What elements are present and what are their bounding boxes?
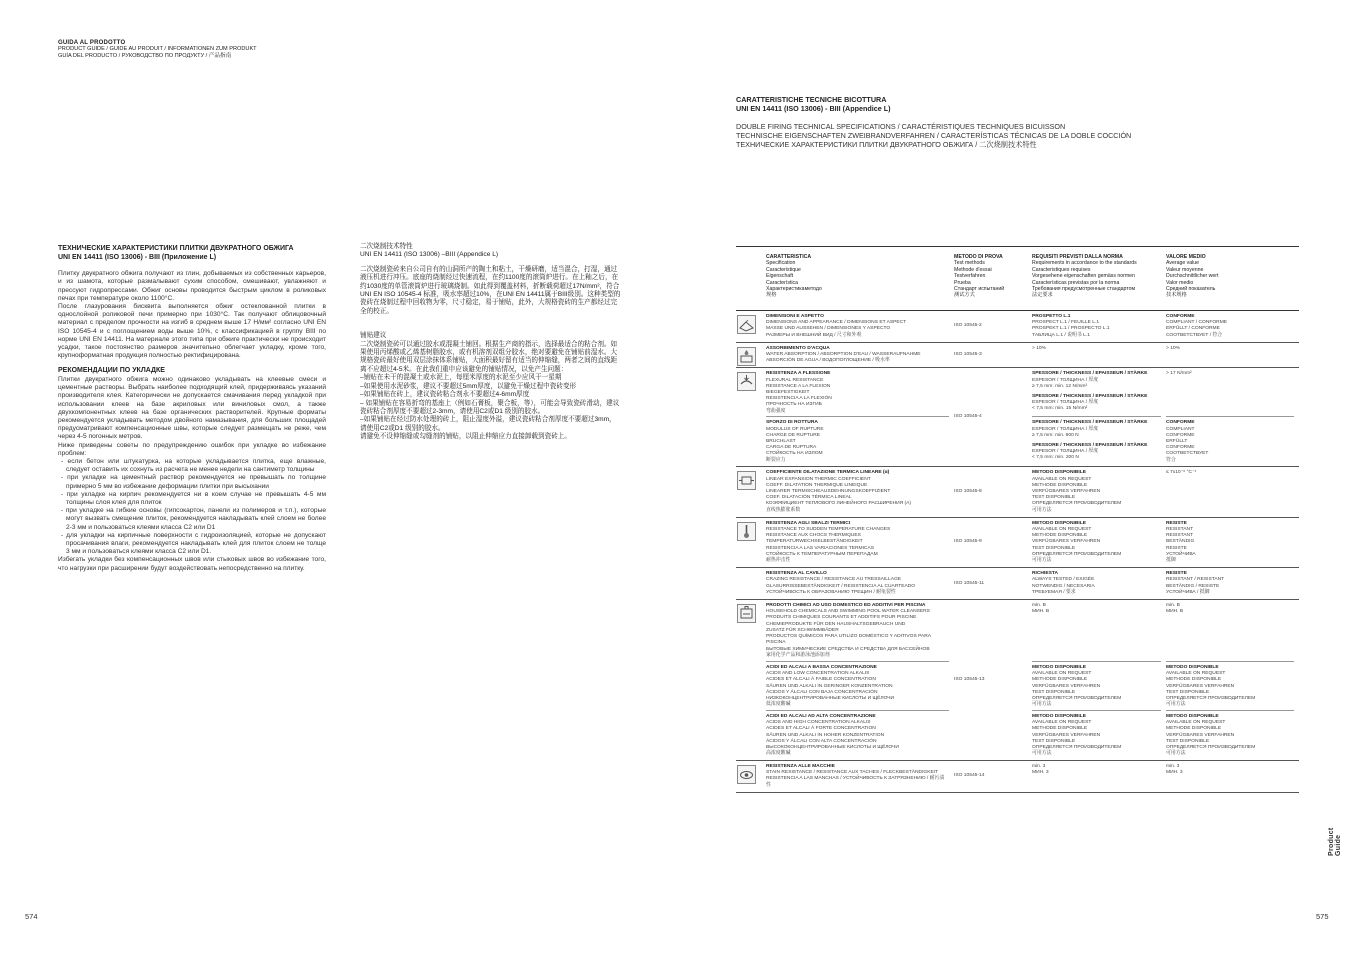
- characteristic-line: MASSE UND AUSSEHEN / DIMENSIONES Y ASPECTO: [766, 326, 891, 332]
- average-line: AVAILABLE ON REQUEST: [1166, 671, 1226, 677]
- average-line: VERFÜGBARES VERFAHREN: [1166, 683, 1235, 689]
- requirement-line: > 10%: [1032, 345, 1047, 351]
- header-line: CARATTERISTICA: [766, 254, 812, 260]
- characteristic-line: RESISTANCE A LA FLEXION: [766, 383, 831, 389]
- average-line: RESISTE: [1166, 571, 1187, 577]
- average-line: ERFÜLLT / CONFORME: [1166, 326, 1220, 332]
- flexural-resistance-icon: [737, 372, 756, 391]
- ru-bullet: - если бетон или штукатурка, на которые укладывается плитка, еще влажные, следует оставить их сохнуть из расчета не менее недели на сантиметр толщины: [61, 458, 326, 474]
- characteristic-line: ASSORBIMENTO D'ACQUA: [766, 345, 830, 351]
- test-method: ISO 10545-4: [954, 414, 982, 420]
- requirement-line: МИН. B: [1032, 609, 1050, 615]
- average-line: TEST DISPONIBLE: [1166, 738, 1210, 744]
- characteristic-line: ZUSATZ FÜR SCHWIMMBÄDER: [766, 627, 839, 633]
- requirement-line: ТРЕБУЕМАЯ / 要求: [1032, 589, 1076, 595]
- characteristic-line: 家用化学产品和游泳池添加剂: [766, 652, 830, 658]
- table-row: [736, 311, 1299, 343]
- ru-paragraph: Плитку двукратного обжига получают из глин, добываемых из собственных карьеров, и из шамота, которые размалывают сухим способом, смешивают, увлажняют и прессуют гидропрессами. Обжиг основы проводится быстрым циклом в роликовых печах при температуре около 1100°С.: [58, 270, 326, 302]
- characteristic-line: LINEAR EXPANSION THERMIC COEFFICIENT: [766, 476, 871, 482]
- header-requirements: [1032, 254, 1166, 310]
- ru-laying-title: РЕКОМЕНДАЦИИ ПО УКЛАДКЕ: [58, 367, 165, 375]
- requirement-line: METHODE DISPONIBLE: [1032, 677, 1088, 683]
- characteristic-line: ÁCIDOS Y ÁLCALI CON BAJA CONCENTRACIÓN: [766, 689, 878, 695]
- characteristic-line: TEMPERATURWECHSELBESTÄNDIGKEIT: [766, 539, 863, 545]
- average-line: RESISTANT: [1166, 533, 1194, 539]
- page-number-left: 574: [25, 912, 38, 921]
- requirement-line: VERFÜGBARES VERFAHREN: [1032, 732, 1101, 738]
- characteristic-line: PISCINA: [766, 640, 786, 646]
- characteristic-line: СТОЙКОСТЬ К ТЕМПЕРАТУРНЫМ ПЕРЕПАДАМ: [766, 551, 878, 557]
- table-row: [736, 761, 1299, 793]
- requirement-line: < 7,5 mm: min. 200 N: [1032, 455, 1079, 461]
- test-method: ISO 10545-9: [954, 539, 982, 545]
- zh-bullet: –如果铺贴在经过防水处理的砖上，阻止湿度外溢，建议瓷砖粘合剂厚度不要超过3mm，请使用C2或D1 级别的胶水。: [360, 416, 616, 432]
- characteristic-line: SÄUREN UND ALKALI IN GERINGER KONZENTRATION: [766, 683, 893, 689]
- requirement-line: SPESSORE / THICKNESS / EPAISSEUR / STÄRKE: [1032, 443, 1148, 449]
- requirement-line: AVAILABLE ON REQUEST: [1032, 671, 1092, 677]
- average-line: CONFORME: [1166, 432, 1195, 438]
- test-method: ISO 10545-13: [954, 676, 985, 682]
- characteristic-line: 断裂应力: [766, 457, 786, 463]
- average-line: RESISTANT: [1166, 527, 1194, 533]
- characteristic-line: FLEXURAL RESISTANCE: [766, 377, 824, 383]
- requirement-line: TEST DISPONIBLE: [1032, 689, 1076, 695]
- requirement-line: PROSPEKT L.1 / PROSPECTO L.1: [1032, 326, 1110, 332]
- requirement-line: ESPESOR / ТОЛЩИНА / 厚度: [1032, 400, 1099, 406]
- requirement-line: ОПРЕДЕЛЯЕТСЯ ПРОИЗВОДИТЕЛЕМ: [1032, 745, 1122, 751]
- requirement-line: ≥ 7,5 mm: min. 600 N: [1032, 432, 1079, 438]
- characteristic-line: BIEGEFESTIGKEIT: [766, 390, 810, 396]
- characteristic-line: HOUSEHOLD CHEMICALS AND SWIMMING POOL WATER CLEANSERS: [766, 609, 930, 615]
- average-line: RESISTE: [1166, 545, 1187, 551]
- requirement-line: 可用方法: [1032, 751, 1052, 757]
- average-line: BESTÄNDIG: [1166, 539, 1195, 545]
- requirement-line: 可用方法: [1032, 507, 1052, 513]
- table-body: [736, 311, 1299, 793]
- characteristic-line: ВЫСОКОКОНЦЕНТРИРОВАННЫЕ КИСЛОТЫ И ЩЁЛОЧИ: [766, 745, 899, 751]
- header-line: Specification: [766, 260, 796, 267]
- spec-translation-3: ТЕХНИЧЕСКИЕ ХАРАКТЕРИСТИКИ ПЛИТКИ ДВУКРАТНОГО ОБЖИГА / 二次烧制技术特性: [736, 140, 1037, 150]
- characteristic-line: MODULUS OF RUPTURE: [766, 426, 824, 432]
- requirement-line: SPESSORE / THICKNESS / EPAISSEUR / STÄRKE: [1032, 394, 1148, 400]
- requirement-line: METODO DISPONIBILE: [1032, 714, 1086, 720]
- header-line: 技术规格: [1166, 292, 1187, 299]
- header-line: Característica: [766, 279, 798, 286]
- requirement-line: МИН. 3: [1032, 770, 1049, 776]
- test-method: ISO 10545-3: [954, 352, 982, 358]
- characteristic-line: DIMENSIONI E ASPETTO: [766, 314, 824, 319]
- requirement-line: ALWAYS TESTED / EXIGÉE: [1032, 577, 1095, 583]
- characteristic-line: WATER ABSORPTION / ABSORPTION D'EAU / WASSERAUFNAHME: [766, 352, 921, 358]
- characteristic-line: PRODUCTOS QUÍMICOS PARA UTILIZO DOMÉSTICO Y ADITIVOS PARA: [766, 634, 932, 640]
- characteristic-line: RESISTENZA A FLESSIONE: [766, 371, 831, 377]
- characteristic-line: CRAZING RESISTANCE / RESISTANCE AU TRESSAILLAGE: [766, 577, 902, 583]
- characteristic-line: COEFF. DILATATION THERMIQUE LINEIQUE: [766, 482, 868, 488]
- characteristic-line: SÄUREN UND ALKALI IN HOHER KONZENTRATION: [766, 732, 885, 738]
- spec-table: [736, 246, 1299, 793]
- header-line: Средний показатель: [1166, 286, 1216, 293]
- requirement-line: TEST DISPONIBLE: [1032, 495, 1076, 501]
- header-line: METODO DI PROVA: [954, 254, 1003, 260]
- stain-resistance-icon: [737, 765, 756, 784]
- zh-bullet: 请避免不设伸缩缝或勾缝剂的铺贴，以阻止伸缩应力直接卸载到瓷砖上。: [360, 433, 571, 441]
- header-line: VALORE MEDIO: [1166, 254, 1206, 260]
- zh-title: 二次烧制技术特性: [360, 243, 413, 250]
- characteristic-line: 高浓度酸碱: [766, 751, 791, 757]
- characteristic-line: STAIN RESISTANCE / RESISTANCE AUX TACHES / FLECKBESTÄNDIGKEIT: [766, 770, 939, 776]
- average-line: > 10%: [1166, 345, 1181, 351]
- header-line: Requirements in accordance to the standards: [1032, 260, 1137, 267]
- zh-laying-title: 铺贴建议: [360, 332, 387, 340]
- average-line: МИН. 3: [1166, 770, 1183, 776]
- zh-paragraph: 二次烧制瓷砖来自公司自有的山洞所产的陶土和粘土，干燥研磨，适当混合，打湿，通过液压机进行冲压。底座的烧制经过快速流程，在约1100度的滚筒炉进行。在上釉之后，在约1030度的单管滚筒炉进行玻璃烧制。如此得到覆盖材料，折断载荷超过17N/mm²，符合UNI EN ISO 10545-4 标准，吸水率超过10%，在UNI EN 14411属于BIII级别。这种类型的瓷砖在烧制过程中回收物为零，尺寸稳定，易于铺贴，此外，大规格瓷砖的生产都经过完全的校正。: [360, 265, 621, 315]
- characteristic-line: 低浓度酸碱: [766, 702, 791, 708]
- average-line: ≤ 7x10⁻⁶ °C⁻¹: [1166, 470, 1197, 476]
- characteristic-line: КОЭФФИЦИЕНТ ТЕПЛОВОГО ЛИНЕЙНОГО РАСШИРЕНИЯ (Α): [766, 501, 912, 507]
- requirement-line: ESPESOR / ТОЛЩИНА / 厚度: [1032, 377, 1099, 383]
- characteristic-line: RESISTANCE AUX CHOCS THERMIQUES: [766, 533, 861, 539]
- requirement-line: ОПРЕДЕЛЯЕТСЯ ПРОИЗВОДИТЕЛЕМ: [1032, 696, 1122, 702]
- guide-title: GUIDA AL PRODOTTO: [58, 40, 126, 46]
- header-line: Valeur moyenne: [1166, 266, 1204, 273]
- requirement-line: METODO DISPONIBILE: [1032, 520, 1086, 526]
- header-line: Test methods: [954, 260, 985, 267]
- requirement-line: AVAILABLE ON REQUEST: [1032, 527, 1092, 533]
- average-line: min. 3: [1166, 764, 1180, 770]
- requirement-line: min. B: [1032, 603, 1046, 609]
- requirement-line: SPESSORE / THICKNESS / EPAISSEUR / STÄRKE: [1032, 420, 1148, 426]
- characteristic-line: НИЗКОКОНЦЕНТРИРОВАННЫЕ КИСЛОТЫ И ЩЁЛОЧИ: [766, 696, 895, 702]
- requirement-line: ТАБЛИЦА L.1 / 说明书 L.1: [1032, 332, 1090, 338]
- requirement-line: < 7,5 mm: min. 15 N/mm²: [1032, 406, 1088, 412]
- average-line: RESISTE: [1166, 520, 1187, 526]
- requirement-line: ESPESOR / ТОЛЩИНА / 厚度: [1032, 426, 1099, 432]
- product-guide-label: Product Guide: [1328, 827, 1342, 856]
- dimension-icon: [737, 315, 756, 334]
- ru-bullet: - при укладке на гибкие основы (гипсокартон, панели из полимеров и т.п.), которые могут вызвать смещение плиток, рекомендуется накладывать клей слоем не более 2-3 мм и пользоваться клеями класса С2 или D1: [61, 507, 326, 531]
- characteristic-line: ACIDI ED ALCALI AD ALTA CONCENTRAZIONE: [766, 714, 876, 720]
- ru-title: ТЕХНИЧЕСКИЕ ХАРАКТЕРИСТИКИ ПЛИТКИ ДВУКРАТНОГО ОБЖИГА: [58, 245, 294, 252]
- requirement-line: METHODE DISPONIBLE: [1032, 726, 1088, 732]
- requirement-line: ESPESOR / ТОЛЩИНА / 厚度: [1032, 449, 1099, 455]
- average-line: CONFORME: [1166, 445, 1195, 451]
- spec-header: [736, 96, 1296, 149]
- header-characteristic: [766, 254, 954, 310]
- spec-translation-2: TECHNISCHE EIGENSCHAFTEN ZWEIBRANDVERFAHREN / CARACTERÍSTICAS TÉCNICAS DE LA DOBLE COCCIÓN: [736, 131, 1132, 141]
- requirement-line: METODO DISPONIBILE: [1032, 470, 1086, 476]
- header-line: Caracteristique: [766, 266, 801, 273]
- thermal-shock-icon: [737, 522, 756, 541]
- header-line: Prueba: [954, 279, 971, 286]
- average-line: 可用方法: [1166, 751, 1186, 757]
- average-line: COMPLIANT / CONFORME: [1166, 320, 1228, 326]
- requirement-line: AVAILABLE ON REQUEST: [1032, 720, 1092, 726]
- header-average-value: [1166, 254, 1299, 310]
- spec-standard: UNI EN 14411 (ISO 13006) - BIII (Appendice L): [736, 103, 891, 113]
- characteristic-line: PRODOTTI CHIMICI AD USO DOMESTICO ED ADDITIVI PER PISCINA: [766, 603, 926, 609]
- characteristic-line: ACIDES ET ALCALI À FAIBLE CONCENTRATION: [766, 677, 876, 683]
- requirement-line: SPESSORE / THICKNESS / EPAISSEUR / STÄRKE: [1032, 371, 1148, 377]
- spec-translation-1: DOUBLE FIRING TECHNICAL SPECIFICATIONS / CARACTÉRISTIQUES TECHNIQUES BICUISSON: [736, 122, 1066, 132]
- table-row: [736, 368, 1299, 467]
- zh-standard: UNI EN 14411 (ISO 13006) –BIII (Appendice L): [360, 251, 499, 259]
- characteristic-line: СТОЙКОСТЬ НА ИЗЛОМ: [766, 451, 823, 457]
- characteristic-line: SFORZO DI ROTTURA: [766, 420, 818, 426]
- header-line: Vorgesehene eigenschaften gemäss normen: [1032, 273, 1135, 280]
- requirement-line: VERFÜGBARES VERFAHREN: [1032, 489, 1101, 495]
- ru-paragraph: Ниже приведены советы по предупреждению ошибок при укладке во избежание проблем:: [58, 441, 326, 457]
- ru-paragraph: Плитки двукратного обжига можно одинаково укладывать на клеевые смеси и цементные растворы. Выбрать наиболее подходящий клей, придерживаясь указаний производителя клея. Категорически не допускается смачивания перед укладкой при использовании клеев на базе акриловых или виниловых смол, а также двухкомпонентных клеев на базе органических растворителей. Крупные форматы рекомендуется укладывать методом двойного намазывания, для больших площадей предусматривают компенсационные швы, которые следует размещать не реже, чем через 4-5 погонных метров.: [58, 376, 326, 441]
- average-line: ERFÜLLT: [1166, 439, 1188, 445]
- characteristic-line: GLASURRISSEBESTÄNDIGKEIT / RESISTENCIA AL CUARTEADO: [766, 583, 916, 589]
- header-line: Eigenschaft: [766, 273, 794, 280]
- characteristic-line: RESISTANCE TO SUDDEN TEMPERATURE CHANGES: [766, 527, 891, 533]
- table-row: [736, 467, 1299, 517]
- characteristic-line: COEF. DILATACIÓN TÉRMICA LINEAL: [766, 495, 852, 501]
- spec-translations: [736, 122, 1296, 149]
- test-method: ISO 10545-11: [954, 580, 985, 586]
- requirement-line: PROSPETTO L.1: [1032, 314, 1071, 319]
- chemical-resistance-icon: [737, 604, 756, 623]
- average-line: УСТОЙЧИВА / 抵御: [1166, 589, 1210, 595]
- characteristic-line: RESISTENCIA A LAS MANCHAS / УСТОЙЧИВОСТЬ К ЗАГРЯЗНЕНИЮ / 耐污渍性: [766, 776, 945, 788]
- header-line: 测试方式: [954, 292, 975, 299]
- average-line: TEST DISPONIBLE: [1166, 689, 1210, 695]
- characteristic-line: 弯曲强度: [766, 408, 786, 414]
- characteristic-line: УСТОЙЧИВОСТЬ К ОБРАЗОВАНИЮ ТРЕЩИН / 耐龟裂性: [766, 589, 896, 595]
- requirement-line: ОПРЕДЕЛЯЕТСЯ ПРОИЗВОДИТЕЛЕМ: [1032, 501, 1122, 507]
- characteristic-line: ПРОЧНОСТЬ НА ИЗГИБ: [766, 402, 822, 408]
- chinese-text-column: [360, 243, 622, 442]
- header-line: 法定要求: [1032, 292, 1053, 299]
- characteristic-line: DIMENSIONS AND APPEARANCE / DIMENSIONS ET ASPECT: [766, 320, 907, 326]
- requirement-line: 可用方法: [1032, 558, 1052, 564]
- average-line: ОПРЕДЕЛЯЕТСЯ ПРОИЗВОДИТЕЛЕМ: [1166, 745, 1256, 751]
- characteristic-line: RESISTENZA AGLI SBALZI TERMICI: [766, 520, 851, 526]
- zh-bullet: –铺贴在未干的混凝土或水泥上，每厘米厚度的水泥至少应风干一星期: [360, 374, 562, 382]
- header-line: Caracteristiques requises: [1032, 266, 1091, 273]
- characteristic-line: RESISTENCIA A LA FLEXIÓN: [766, 396, 832, 402]
- characteristic-line: RESISTENZA ALLE MACCHIE: [766, 764, 835, 770]
- table-row: [736, 600, 1299, 761]
- characteristic-line: ACIDS AND HIGH CONCENTRATION ALKALIS: [766, 720, 871, 726]
- header-line: REQUISITI PREVISTI DALLA NORMA: [1032, 254, 1123, 260]
- zh-paragraph: 二次烧制瓷砖可以通过胶水或混凝土铺回。根据生产商的指示，选择最适合的粘合剂。如果使用丙烯酸或乙烯基树脂胶水，或有机溶剂双组分胶水，绝对要避免在铺贴前湿水。大规格瓷砖最好使用双层涂抹体系铺贴，大面积最好留有适当的伸缩缝，两者之间的直线距离不应超过4-5米。在此我们重申应该避免的铺贴情况，以免产生问题：: [360, 340, 618, 373]
- test-method: ISO 10545-2: [954, 323, 982, 329]
- table-row: [736, 343, 1299, 369]
- ru-bullet: - при укладке на кирпич рекомендуется ни в коем случае не превышать 4-5 мм толщины слоя клея для плиток: [61, 490, 326, 507]
- characteristic-line: RESISTENCIA A LAS VARIACIONES TERMICAS: [766, 545, 874, 551]
- characteristic-line: BRUCHLAST: [766, 439, 796, 445]
- water-absorption-icon: [737, 347, 756, 366]
- average-line: 抵御: [1166, 558, 1176, 564]
- requirement-line: METHODE DISPONIBLE: [1032, 482, 1088, 488]
- average-line: УСТОЙЧИВА: [1166, 551, 1196, 557]
- characteristic-line: CARGA DE RUPTURA: [766, 445, 817, 451]
- guide-subtitle-1: PRODUCT GUIDE / GUIDE AU PRODUIT / INFORMATIONEN ZUM PRODUKT: [58, 46, 257, 52]
- header-line: 规格: [766, 292, 777, 299]
- average-line: METODO DISPONIBLE: [1166, 665, 1219, 671]
- characteristic-line: 耐热冲击性: [766, 558, 791, 564]
- table-row: [736, 518, 1299, 568]
- header-line: Average value: [1166, 260, 1200, 267]
- zh-bullet: –如果使用水泥砂浆，建议不要超过5mm厚度，以避免干燥过程中瓷砖变形: [360, 382, 577, 390]
- characteristic-line: ACIDES ET ALCALI À FORTE CONCENTRATION: [766, 726, 876, 732]
- header-line: Стандарт испытаний: [954, 286, 1005, 293]
- test-method: ISO 10545-14: [954, 773, 985, 779]
- requirement-line: VERFÜGBARES VERFAHREN: [1032, 683, 1101, 689]
- requirement-line: ≥ 7,5 mm: min. 12 N/mm²: [1032, 383, 1088, 389]
- guide-subtitle-2: GUÍA DEL PRODUCTO / РУКОВОДСТВО ПО ПРОДУКТУ / 产品指南: [58, 53, 232, 59]
- russian-text-column: [58, 245, 326, 573]
- average-line: СООТВЕТСТВУЕТ: [1166, 451, 1209, 457]
- ru-standard: UNI EN 14411 (ISO 13006) - BIII (Приложение L): [58, 253, 217, 261]
- average-line: > 17 N/mm²: [1166, 371, 1192, 377]
- average-line: RESISTANT / RESISTANT: [1166, 577, 1225, 583]
- characteristic-line: CHEMIEPRODUKTE FÜR DEN HAUSHALTSGEBRAUCH UND: [766, 621, 906, 627]
- requirement-line: RICHIESTA: [1032, 571, 1058, 577]
- average-line: СООТВЕТСТВУЕТ / 符合: [1166, 332, 1223, 338]
- average-line: 符合: [1166, 457, 1176, 463]
- characteristic-line: LINEARER TERMISCHEAUSDEHNUNGSKOEFFIZIENT: [766, 489, 891, 495]
- average-line: BESTÄNDIG / RESISTE: [1166, 583, 1220, 589]
- characteristic-line: COEFFICIENTE DILATAZIONE TERMICA LINEARE (α): [766, 470, 890, 476]
- characteristic-line: РАЗМЕРЫ И ВНЕШНИЙ ВИД / 尺寸和外观: [766, 332, 862, 338]
- ru-paragraph: После глазурования бисквита выполняется обжиг остеклованной плитки в однослойной роликовой печи примерно при 1030°С. Так получают облицовочный материал с пределом прочности на изгиб в среднем выше 17 Н/мм² согласно UNI EN ISO 10545-4 и с поглощением воды выше 10%, с классификацией в группу BIII по норме UNI EN 14411. На материале этого типа при обжиге практически не происходит усадки, такое постоянство размеров значительно облегчает укладку, кроме того, крупноформатная продукция полностью ректифицирована.: [58, 303, 326, 360]
- average-line: CONFORME: [1166, 420, 1195, 426]
- ru-bullet: - для укладки на кирпичные поверхности с гидроизоляцией, которые не допускают просачивания влаги, рекомендуется накладывать клей для плиток слоем не толще 3 мм и пользоваться клеями класса С2 или D1.: [61, 531, 326, 556]
- header-line: Требования предусмотренные стандартом: [1032, 286, 1136, 293]
- zh-bullet: –如果铺贴在砖上，建议瓷砖粘合剂永不要超过4-6mm厚度: [360, 391, 530, 399]
- page-number-right: 575: [1316, 912, 1329, 921]
- characteristic-line: БЫТОВЫЕ ХИМИЧЕСКИЕ СРЕДСТВА И СРЕДСТВА ДЛЯ БАССЕЙНОВ: [766, 646, 930, 652]
- table-header: [736, 247, 1299, 311]
- zh-bullet: – 如果铺贴在容易折弯的基座上（例如石膏板，聚合板，等），可能会导致瓷砖滑动，建议瓷砖粘合剂厚度不要超过2-3mm，请使用C2或D1 级别的胶水。: [360, 399, 620, 415]
- average-line: ОПРЕДЕЛЯЕТСЯ ПРОИЗВОДИТЕЛЕМ: [1166, 696, 1256, 702]
- header-line: Характеристикаметодо: [766, 286, 822, 293]
- table-row: [736, 568, 1299, 600]
- average-line: 可用方法: [1166, 702, 1186, 708]
- requirement-line: METHODE DISPONIBLE: [1032, 533, 1088, 539]
- characteristic-line: 直线热膨胀系数: [766, 507, 801, 513]
- requirement-line: METODO DISPONIBILE: [1032, 665, 1086, 671]
- characteristic-line: CHARGE DE RUPTURE: [766, 432, 821, 438]
- ru-paragraph: Избегать укладки без компенсационных швов или стыковых швов во избежание того, что нагрузки при расширении будут воздействовать непосредственно на плитку.: [58, 556, 326, 572]
- characteristic-line: ACIDI ED ALCALI A BASSA CONCENTRAZIONE: [766, 665, 877, 671]
- requirement-line: AVAILABLE ON REQUEST: [1032, 476, 1092, 482]
- ru-bullet: - при укладке на цементный раствор рекомендуется не превышать по толщине примерно 5 мм во избежание деформации плитки при высыхании: [61, 474, 326, 490]
- header-line: Methode d'essai: [954, 266, 992, 273]
- requirement-line: 可用方法: [1032, 702, 1052, 708]
- characteristic-line: ABSORCIÓN DE AGUA / ВОДОПОГЛОЩЕНИЕ / 吸水率: [766, 358, 890, 364]
- characteristic-line: RESISTENZA AL CAVILLO: [766, 571, 827, 577]
- characteristic-line: ÁCIDOS Y ÁLCALI CON ALTA CONCENTRACIÓN: [766, 738, 877, 744]
- page-header: [58, 40, 418, 60]
- header-line: Durchschnittlicher wert: [1166, 273, 1219, 280]
- average-line: МИН. B: [1166, 609, 1184, 615]
- requirement-line: NOTWENDIG / NECESARIA: [1032, 583, 1095, 589]
- requirement-line: PROSPECT L.1 / FEUILLE L.1: [1032, 320, 1100, 326]
- header-line: Valor medio: [1166, 279, 1194, 286]
- average-line: VERFÜGBARES VERFAHREN: [1166, 732, 1235, 738]
- average-line: COMPLIANT: [1166, 426, 1195, 432]
- header-test-method: [954, 254, 1032, 310]
- requirement-line: min. 3: [1032, 764, 1046, 770]
- requirement-line: ОПРЕДЕЛЯЕТСЯ ПРОИЗВОДИТЕЛЕМ: [1032, 551, 1122, 557]
- average-line: METHODE DISPONIBLE: [1166, 677, 1222, 683]
- average-line: CONFORME: [1166, 314, 1195, 319]
- requirement-line: TEST DISPONIBLE: [1032, 545, 1076, 551]
- characteristic-line: ACIDS AND LOW CONCENTRATION ALKALIS: [766, 671, 870, 677]
- test-method: ISO 10545-8: [954, 489, 982, 495]
- header-line: Características previstas por la norma: [1032, 279, 1120, 286]
- thermal-expansion-icon: [737, 471, 756, 490]
- header-line: Testverfahren: [954, 273, 986, 280]
- spec-title: CARATTERISTICHE TECNICHE BICOTTURA: [736, 95, 887, 104]
- characteristic-line: PRODUITS CHIMIQUES COURANTS ET ADDITIFS POUR PISCINE: [766, 615, 917, 621]
- average-line: METODO DISPONIBLE: [1166, 714, 1219, 720]
- average-line: AVAILABLE ON REQUEST: [1166, 720, 1226, 726]
- requirement-line: VERFÜGBARES VERFAHREN: [1032, 539, 1101, 545]
- average-line: METHODE DISPONIBLE: [1166, 726, 1222, 732]
- requirement-line: TEST DISPONIBLE: [1032, 738, 1076, 744]
- average-line: min. B: [1166, 603, 1180, 609]
